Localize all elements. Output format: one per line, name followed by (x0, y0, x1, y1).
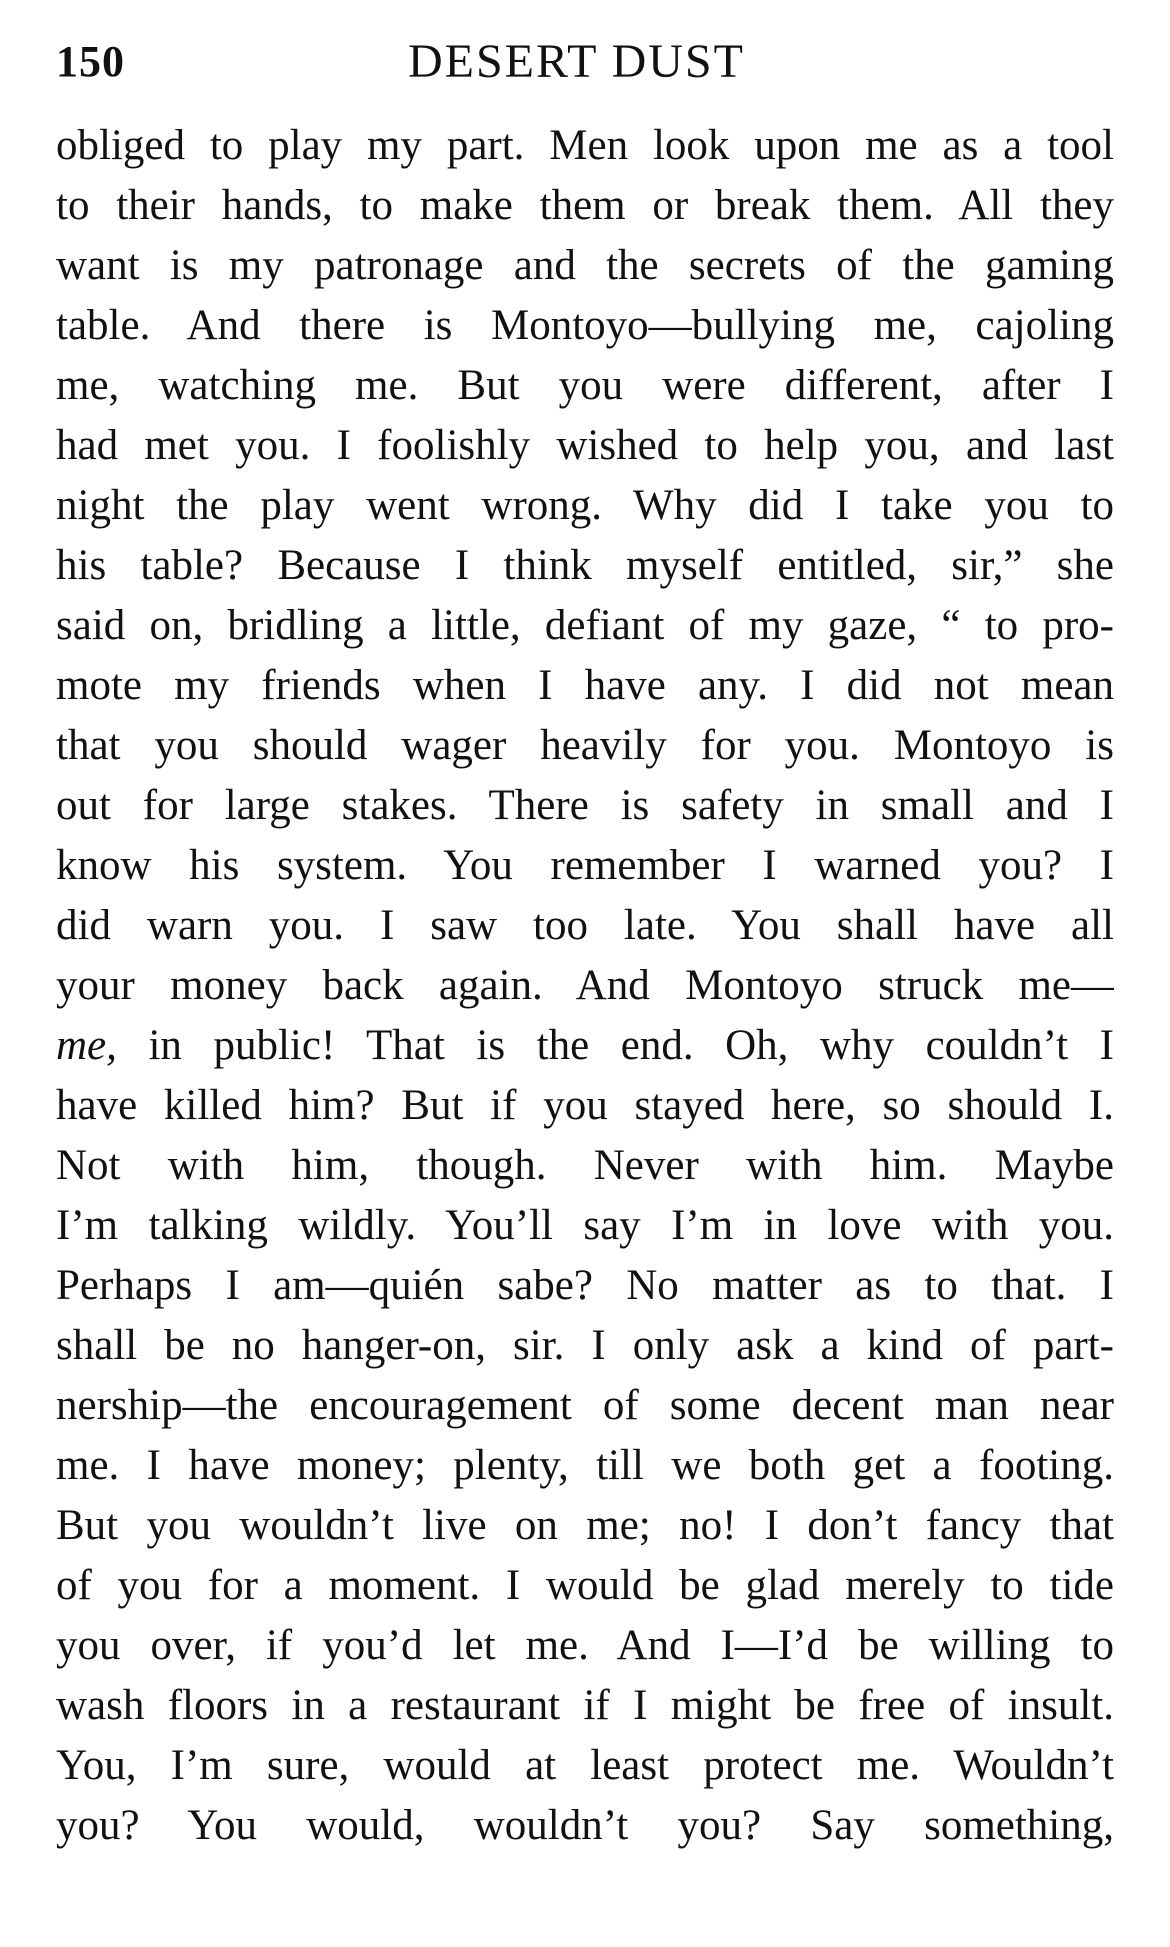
text-line: to their hands, to make them or break them. All they (56, 182, 1114, 229)
text-line: shall be no hanger-on, sir. I only ask a kind of part- (56, 1322, 1114, 1369)
text-line: But you wouldn’t live on me; no! I don’t fancy that (56, 1502, 1114, 1549)
text-line: me. I have money; plenty, till we both get a footing. (56, 1442, 1114, 1489)
body-text (56, 116, 1114, 1856)
text-line: did warn you. I saw too late. You shall have all (56, 902, 1114, 949)
text-line: you? You would, wouldn’t you? Say something, (56, 1802, 1114, 1849)
text-line: of you for a moment. I would be glad merely to tide (56, 1562, 1114, 1609)
text-line: said on, bridling a little, defiant of my gaze, “ to pro- (56, 602, 1114, 649)
page-number: 150 (56, 37, 125, 86)
text-line: you over, if you’d let me. And I—I’d be willing to (56, 1622, 1114, 1669)
text-line: mote my friends when I have any. I did not mean (56, 662, 1114, 709)
text-line: out for large stakes. There is safety in small and I (56, 782, 1114, 829)
text-line: that you should wager heavily for you. Montoyo is (56, 722, 1114, 769)
text-line: had met you. I foolishly wished to help you, and last (56, 422, 1114, 469)
text-line: have killed him? But if you stayed here, so should I. (56, 1082, 1114, 1129)
text-line: want is my patronage and the secrets of the gaming (56, 242, 1114, 289)
text-line-rest: in public! That is the end. Oh, why couldn’t I (148, 1022, 1114, 1069)
text-line: obliged to play my part. Men look upon me as a tool (56, 122, 1114, 169)
text-line: You, I’m sure, would at least protect me. Wouldn’t (56, 1742, 1114, 1789)
text-line: nership—the encouragement of some decent man near (56, 1382, 1114, 1429)
text-line: your money back again. And Montoyo struck me— (56, 962, 1114, 1009)
text-line: Not with him, though. Never with him. Maybe (56, 1142, 1114, 1189)
text-line: his table? Because I think myself entitled, sir,” she (56, 542, 1114, 589)
text-line: know his system. You remember I warned you? I (56, 842, 1114, 889)
text-line: me, watching me. But you were different, after I (56, 362, 1114, 409)
running-title: DESERT DUST (408, 35, 745, 88)
text-line: I’m talking wildly. You’ll say I’m in love with you. (56, 1202, 1114, 1249)
text-line-with-italic (56, 1016, 1114, 1076)
text-line: night the play went wrong. Why did I take you to (56, 482, 1114, 529)
text-line: table. And there is Montoyo—bullying me, cajoling (56, 302, 1114, 349)
text-line: Perhaps I am—quién sabe? No matter as to that. I (56, 1262, 1114, 1309)
page-header (56, 24, 1114, 104)
italic-word: me, (56, 1022, 117, 1069)
text-line: wash floors in a restaurant if I might be free of insult. (56, 1682, 1114, 1729)
